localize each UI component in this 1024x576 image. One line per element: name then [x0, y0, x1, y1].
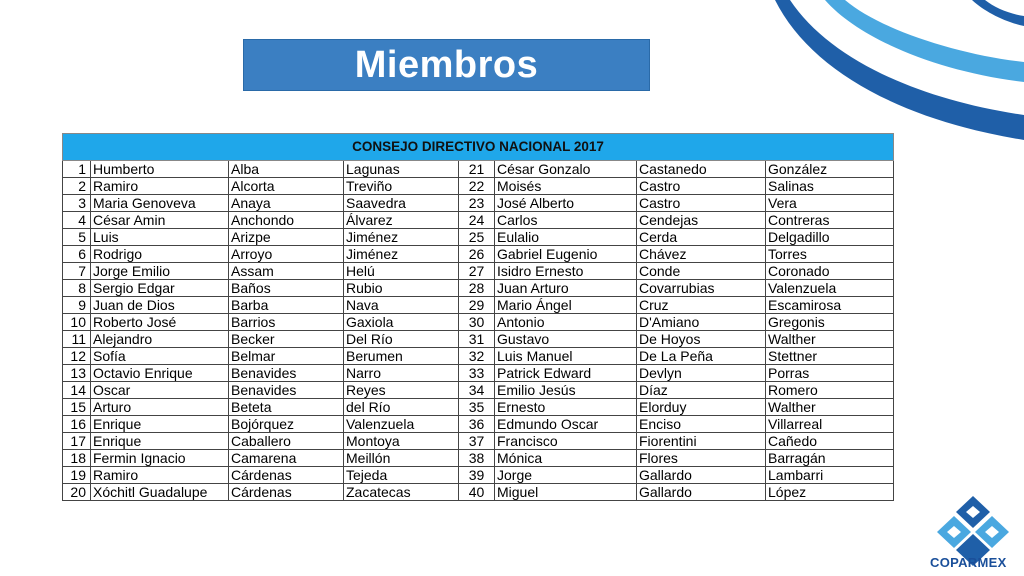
title-banner [243, 39, 650, 91]
paternal-surname-cell: Becker [229, 331, 344, 348]
first-name-cell: Patrick Edward [495, 365, 637, 382]
maternal-surname-cell: Narro [344, 365, 459, 382]
member-number-cell: 2 [63, 178, 91, 195]
maternal-surname-cell: Valenzuela [344, 416, 459, 433]
table-row [63, 484, 894, 501]
maternal-surname-cell: Vera [766, 195, 894, 212]
member-number-cell: 25 [459, 229, 495, 246]
first-name-cell: Juan Arturo [495, 280, 637, 297]
first-name-cell: Enrique [91, 416, 229, 433]
first-name-cell: Moisés [495, 178, 637, 195]
paternal-surname-cell: Caballero [229, 433, 344, 450]
table-row [63, 263, 894, 280]
maternal-surname-cell: Rubio [344, 280, 459, 297]
maternal-surname-cell: Helú [344, 263, 459, 280]
first-name-cell: Sergio Edgar [91, 280, 229, 297]
member-number-cell: 26 [459, 246, 495, 263]
member-number-cell: 1 [63, 161, 91, 178]
maternal-surname-cell: Salinas [766, 178, 894, 195]
members-table [62, 133, 894, 501]
member-number-cell: 36 [459, 416, 495, 433]
maternal-surname-cell: Romero [766, 382, 894, 399]
paternal-surname-cell: De Hoyos [637, 331, 766, 348]
member-number-cell: 29 [459, 297, 495, 314]
paternal-surname-cell: Covarrubias [637, 280, 766, 297]
paternal-surname-cell: D'Amiano [637, 314, 766, 331]
member-number-cell: 3 [63, 195, 91, 212]
maternal-surname-cell: Torres [766, 246, 894, 263]
paternal-surname-cell: De La Peña [637, 348, 766, 365]
table-row [63, 280, 894, 297]
member-number-cell: 7 [63, 263, 91, 280]
table-row [63, 399, 894, 416]
maternal-surname-cell: Lambarri [766, 467, 894, 484]
maternal-surname-cell: Barragán [766, 450, 894, 467]
paternal-surname-cell: Enciso [637, 416, 766, 433]
first-name-cell: Oscar [91, 382, 229, 399]
first-name-cell: Ernesto [495, 399, 637, 416]
table-row [63, 450, 894, 467]
table-row [63, 348, 894, 365]
first-name-cell: Sofía [91, 348, 229, 365]
paternal-surname-cell: Anaya [229, 195, 344, 212]
member-number-cell: 37 [459, 433, 495, 450]
paternal-surname-cell: Alcorta [229, 178, 344, 195]
maternal-surname-cell: Walther [766, 399, 894, 416]
member-number-cell: 12 [63, 348, 91, 365]
first-name-cell: Mario Ángel [495, 297, 637, 314]
maternal-surname-cell: Delgadillo [766, 229, 894, 246]
member-number-cell: 17 [63, 433, 91, 450]
paternal-surname-cell: Belmar [229, 348, 344, 365]
first-name-cell: Luis [91, 229, 229, 246]
paternal-surname-cell: Bojórquez [229, 416, 344, 433]
table-row [63, 331, 894, 348]
table-row [63, 314, 894, 331]
member-number-cell: 22 [459, 178, 495, 195]
first-name-cell: Roberto José [91, 314, 229, 331]
paternal-surname-cell: Castanedo [637, 161, 766, 178]
table-row [63, 229, 894, 246]
maternal-surname-cell: Nava [344, 297, 459, 314]
paternal-surname-cell: Beteta [229, 399, 344, 416]
maternal-surname-cell: Gregonis [766, 314, 894, 331]
member-number-cell: 8 [63, 280, 91, 297]
member-number-cell: 4 [63, 212, 91, 229]
table-row [63, 161, 894, 178]
paternal-surname-cell: Gallardo [637, 484, 766, 501]
first-name-cell: Octavio Enrique [91, 365, 229, 382]
maternal-surname-cell: Zacatecas [344, 484, 459, 501]
maternal-surname-cell: Meillón [344, 450, 459, 467]
paternal-surname-cell: Conde [637, 263, 766, 280]
first-name-cell: Luis Manuel [495, 348, 637, 365]
member-number-cell: 23 [459, 195, 495, 212]
maternal-surname-cell: López [766, 484, 894, 501]
maternal-surname-cell: Valenzuela [766, 280, 894, 297]
paternal-surname-cell: Devlyn [637, 365, 766, 382]
first-name-cell: Ramiro [91, 178, 229, 195]
first-name-cell: Miguel [495, 484, 637, 501]
paternal-surname-cell: Castro [637, 195, 766, 212]
paternal-surname-cell: Cárdenas [229, 484, 344, 501]
first-name-cell: Arturo [91, 399, 229, 416]
member-number-cell: 32 [459, 348, 495, 365]
first-name-cell: Fermin Ignacio [91, 450, 229, 467]
maternal-surname-cell: Villarreal [766, 416, 894, 433]
member-number-cell: 5 [63, 229, 91, 246]
paternal-surname-cell: Barba [229, 297, 344, 314]
maternal-surname-cell: Lagunas [344, 161, 459, 178]
member-number-cell: 10 [63, 314, 91, 331]
member-number-cell: 33 [459, 365, 495, 382]
paternal-surname-cell: Cárdenas [229, 467, 344, 484]
maternal-surname-cell: González [766, 161, 894, 178]
first-name-cell: Xóchitl Guadalupe [91, 484, 229, 501]
paternal-surname-cell: Anchondo [229, 212, 344, 229]
member-number-cell: 35 [459, 399, 495, 416]
paternal-surname-cell: Cerda [637, 229, 766, 246]
table-row [63, 467, 894, 484]
maternal-surname-cell: Cañedo [766, 433, 894, 450]
paternal-surname-cell: Fiorentini [637, 433, 766, 450]
first-name-cell: Antonio [495, 314, 637, 331]
paternal-surname-cell: Cruz [637, 297, 766, 314]
paternal-surname-cell: Alba [229, 161, 344, 178]
first-name-cell: Humberto [91, 161, 229, 178]
maternal-surname-cell: Reyes [344, 382, 459, 399]
maternal-surname-cell: Contreras [766, 212, 894, 229]
table-row [63, 178, 894, 195]
paternal-surname-cell: Benavides [229, 365, 344, 382]
maternal-surname-cell: Gaxiola [344, 314, 459, 331]
first-name-cell: Carlos [495, 212, 637, 229]
table-row [63, 365, 894, 382]
paternal-surname-cell: Elorduy [637, 399, 766, 416]
first-name-cell: Jorge Emilio [91, 263, 229, 280]
first-name-cell: Juan de Dios [91, 297, 229, 314]
first-name-cell: Enrique [91, 433, 229, 450]
maternal-surname-cell: Escamirosa [766, 297, 894, 314]
paternal-surname-cell: Gallardo [637, 467, 766, 484]
paternal-surname-cell: Arizpe [229, 229, 344, 246]
member-number-cell: 24 [459, 212, 495, 229]
first-name-cell: Ramiro [91, 467, 229, 484]
first-name-cell: Eulalio [495, 229, 637, 246]
first-name-cell: Isidro Ernesto [495, 263, 637, 280]
first-name-cell: Francisco [495, 433, 637, 450]
member-number-cell: 6 [63, 246, 91, 263]
maternal-surname-cell: Tejeda [344, 467, 459, 484]
member-number-cell: 13 [63, 365, 91, 382]
paternal-surname-cell: Flores [637, 450, 766, 467]
paternal-surname-cell: Barrios [229, 314, 344, 331]
maternal-surname-cell: Jiménez [344, 246, 459, 263]
first-name-cell: César Gonzalo [495, 161, 637, 178]
member-number-cell: 11 [63, 331, 91, 348]
table-row [63, 416, 894, 433]
paternal-surname-cell: Chávez [637, 246, 766, 263]
table-row [63, 382, 894, 399]
first-name-cell: Gustavo [495, 331, 637, 348]
member-number-cell: 40 [459, 484, 495, 501]
member-number-cell: 18 [63, 450, 91, 467]
first-name-cell: Mónica [495, 450, 637, 467]
member-number-cell: 39 [459, 467, 495, 484]
member-number-cell: 14 [63, 382, 91, 399]
table-row [63, 212, 894, 229]
member-number-cell: 34 [459, 382, 495, 399]
first-name-cell: Gabriel Eugenio [495, 246, 637, 263]
member-number-cell: 16 [63, 416, 91, 433]
first-name-cell: José Alberto [495, 195, 637, 212]
maternal-surname-cell: Walther [766, 331, 894, 348]
first-name-cell: Jorge [495, 467, 637, 484]
paternal-surname-cell: Arroyo [229, 246, 344, 263]
paternal-surname-cell: Assam [229, 263, 344, 280]
paternal-surname-cell: Benavides [229, 382, 344, 399]
first-name-cell: César Amin [91, 212, 229, 229]
paternal-surname-cell: Baños [229, 280, 344, 297]
paternal-surname-cell: Díaz [637, 382, 766, 399]
table-row [63, 297, 894, 314]
maternal-surname-cell: Stettner [766, 348, 894, 365]
table-row [63, 433, 894, 450]
maternal-surname-cell: del Río [344, 399, 459, 416]
table-row [63, 195, 894, 212]
maternal-surname-cell: Porras [766, 365, 894, 382]
member-number-cell: 9 [63, 297, 91, 314]
member-number-cell: 28 [459, 280, 495, 297]
page-title: Miembros [354, 43, 539, 86]
member-number-cell: 21 [459, 161, 495, 178]
member-number-cell: 20 [63, 484, 91, 501]
member-number-cell: 30 [459, 314, 495, 331]
member-number-cell: 15 [63, 399, 91, 416]
maternal-surname-cell: Montoya [344, 433, 459, 450]
maternal-surname-cell: Berumen [344, 348, 459, 365]
member-number-cell: 38 [459, 450, 495, 467]
maternal-surname-cell: Jiménez [344, 229, 459, 246]
maternal-surname-cell: Álvarez [344, 212, 459, 229]
maternal-surname-cell: Saavedra [344, 195, 459, 212]
first-name-cell: Maria Genoveva [91, 195, 229, 212]
first-name-cell: Alejandro [91, 331, 229, 348]
member-number-cell: 31 [459, 331, 495, 348]
paternal-surname-cell: Cendejas [637, 212, 766, 229]
member-number-cell: 19 [63, 467, 91, 484]
first-name-cell: Edmundo Oscar [495, 416, 637, 433]
table-header: CONSEJO DIRECTIVO NACIONAL 2017 [63, 134, 894, 161]
table-row [63, 246, 894, 263]
first-name-cell: Rodrigo [91, 246, 229, 263]
maternal-surname-cell: Treviño [344, 178, 459, 195]
member-number-cell: 27 [459, 263, 495, 280]
paternal-surname-cell: Castro [637, 178, 766, 195]
first-name-cell: Emilio Jesús [495, 382, 637, 399]
maternal-surname-cell: Coronado [766, 263, 894, 280]
logo-text: COPARMEX [930, 555, 1007, 570]
paternal-surname-cell: Camarena [229, 450, 344, 467]
maternal-surname-cell: Del Río [344, 331, 459, 348]
